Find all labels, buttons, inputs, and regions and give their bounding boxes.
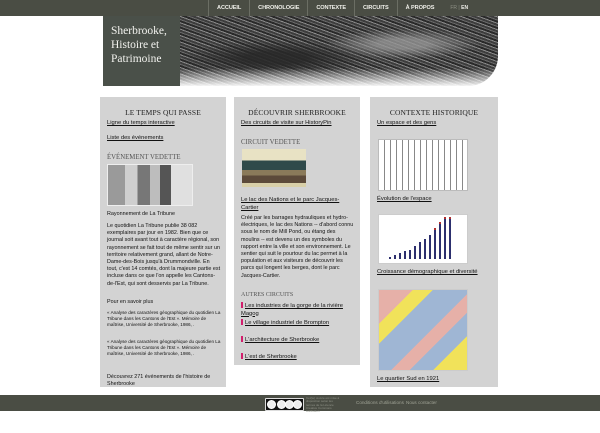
other-circuits-title: AUTRES CIRCUITS bbox=[241, 292, 294, 298]
circuit-item[interactable] bbox=[241, 336, 319, 345]
cc-sa-icon bbox=[293, 400, 302, 409]
column-contexte-historique bbox=[370, 97, 498, 387]
nav-accueil[interactable]: ACCUEIL bbox=[208, 0, 249, 16]
timeline-link[interactable]: Ligne du temps interactive bbox=[107, 120, 175, 126]
historypin-link[interactable]: Des circuits de visite sur HistoryPin bbox=[241, 120, 332, 126]
column-title: CONTEXTE HISTORIQUE bbox=[389, 108, 479, 117]
circuit-label: L'est de Sherbrooke bbox=[245, 354, 297, 360]
discover-events-text[interactable]: Découvrez 271 événements de l'histoire de Sherbrooke bbox=[107, 374, 211, 388]
cc-icon bbox=[267, 400, 276, 409]
south-quarter-1921-map-image[interactable] bbox=[378, 289, 468, 371]
aerial-city-photo bbox=[180, 16, 498, 86]
main-nav bbox=[208, 0, 476, 16]
featured-event-caption: Rayonnement de La Tribune bbox=[107, 211, 176, 217]
population-chart-image[interactable] bbox=[378, 214, 468, 264]
lang-fr-link[interactable]: FR bbox=[450, 5, 458, 11]
circuit-label: Le village industriel de Brompton bbox=[245, 320, 330, 326]
nav-chronologie[interactable]: CHRONOLOGIE bbox=[249, 0, 307, 16]
featured-event-map-image[interactable] bbox=[107, 164, 193, 206]
featured-event-text: Le quotidien La Tribune publie 38 082 exemplaires par jour en 1982. Bien que ce journal soit avant tout à caractère régional, son rayonnement se fait tout de même sentir sur un territoire relativement grand, allant de Notre-Dame-des-Bois jusqu'à Drummondville. En tout, c'est 14 comtés, dont la majeure partie est incluse dans ce que l'on appelle les Cantons-de-l'Est, qui sont desservis par La Tribune. bbox=[107, 223, 221, 287]
column-title: DÉCOUVRIR SHERBROOKE bbox=[248, 108, 346, 117]
featured-circuit-link[interactable]: Le lac des Nations et le parc Jacques-Cartier bbox=[241, 197, 340, 211]
circuit-item[interactable] bbox=[241, 353, 297, 362]
reference-1: « Analyse des caractères géographique du quotidien La Tribune dans les Cantons de l'Est ». Mémoire de maîtrise, Université de Sherbrooke, 1986, . bbox=[107, 310, 221, 328]
site-title-box[interactable] bbox=[103, 16, 180, 86]
lang-en-link[interactable]: EN bbox=[461, 5, 469, 11]
site-title bbox=[111, 24, 167, 66]
circuit-item[interactable] bbox=[241, 319, 329, 328]
creative-commons-badge[interactable] bbox=[265, 398, 304, 411]
footer bbox=[0, 395, 600, 414]
contact-link[interactable]: Nous contacter bbox=[406, 400, 437, 405]
space-evolution-link[interactable]: Évolution de l'espace bbox=[377, 196, 432, 202]
site-title-line: Patrimoine bbox=[111, 53, 162, 65]
bar-chart-thumbnail bbox=[379, 215, 467, 263]
featured-event-title: ÉVÉNEMENT VEDETTE bbox=[107, 154, 181, 161]
nav-circuits[interactable]: CIRCUITS bbox=[354, 0, 397, 16]
column-decouvrir-sherbrooke bbox=[234, 97, 360, 365]
featured-circuit-image[interactable] bbox=[242, 149, 306, 187]
nav-a-propos[interactable]: À PROPOS bbox=[397, 0, 443, 16]
reference-2: « Analyse des caractères géographique du quotidien La Tribune dans les Cantons de l'Est ». Mémoire de maîtrise, Université de Sherbrooke, 1986, . bbox=[107, 339, 221, 357]
space-people-link[interactable]: Un espace et des gens bbox=[377, 120, 437, 126]
terms-of-use-link[interactable]: Conditions d'utilisations bbox=[356, 400, 404, 405]
circuit-item[interactable] bbox=[241, 302, 353, 318]
more-info-title: Pour en savoir plus bbox=[107, 299, 154, 305]
map-pin-icon bbox=[241, 353, 243, 359]
site-title-line: Sherbrooke, bbox=[111, 25, 167, 37]
featured-circuit-title: CIRCUIT VEDETTE bbox=[241, 139, 301, 146]
featured-circuit-text: Créé par les barrages hydrauliques et hydro-électriques, le lac des Nations -- d'abord connu sous le nom de Mill Pond, ou étang des moulins -- est devenu un des symboles du rapport entre la ville et son environnement. Le sentier qui suit le pourtour du lac permet à la population et aux visiteurs de découvrir les parcs qui longent les berges, dont le parc Jacques-Cartier. bbox=[241, 215, 354, 279]
language-switcher bbox=[442, 0, 476, 16]
top-navigation-bar bbox=[0, 0, 600, 16]
map-pin-icon bbox=[241, 336, 243, 342]
map-pin-icon bbox=[241, 319, 243, 325]
circuit-label: Les industries de la gorge de la rivière Magog bbox=[241, 303, 343, 317]
old-city-map-image[interactable] bbox=[378, 139, 468, 191]
map-pin-icon bbox=[241, 302, 243, 308]
header-banner bbox=[103, 16, 498, 88]
nav-contexte[interactable]: CONTEXTE bbox=[307, 0, 354, 16]
site-title-line: Histoire et bbox=[111, 39, 160, 51]
circuit-label: L'architecture de Sherbrooke bbox=[245, 337, 320, 343]
column-title: LE TEMPS QUI PASSE bbox=[125, 108, 201, 117]
events-list-link[interactable]: Liste des événements bbox=[107, 135, 164, 141]
license-text: Cet(te) œuvre est mise à disposition selon les termes de la Licence Creative Commons Attribution bbox=[306, 396, 340, 414]
south-quarter-link[interactable]: Le quartier Sud en 1921 bbox=[377, 376, 440, 382]
lang-separator: | bbox=[457, 5, 462, 11]
column-le-temps-qui-passe bbox=[100, 97, 226, 387]
demographic-growth-link[interactable]: Croissance démographique et diversité bbox=[377, 269, 478, 275]
